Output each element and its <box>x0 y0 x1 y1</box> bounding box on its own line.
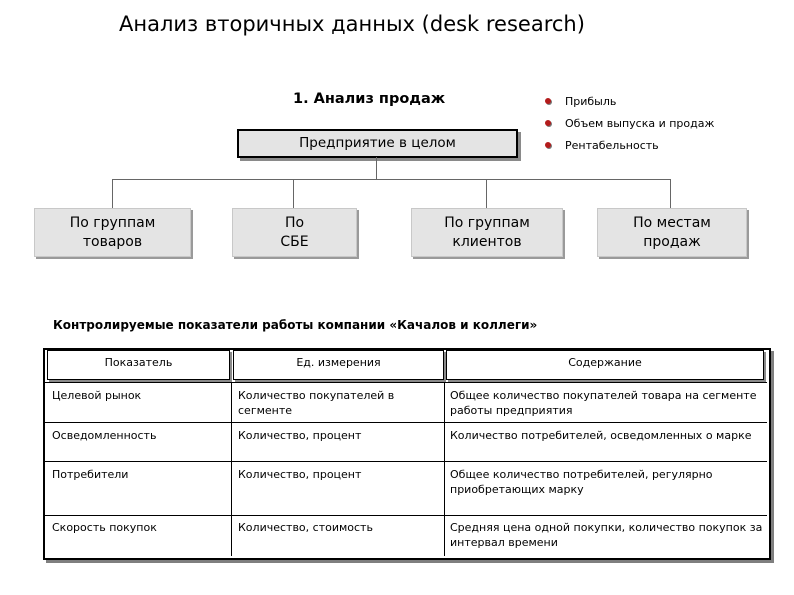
header-content: Содержание <box>446 350 764 380</box>
header-unit: Ед. измерения <box>233 350 444 380</box>
bullet-dot-icon <box>545 98 551 104</box>
section-title: 1. Анализ продаж <box>293 91 446 107</box>
child-node-line: клиентов <box>452 233 522 250</box>
table-row-1-content <box>450 388 757 418</box>
table-gridline <box>45 461 767 462</box>
child-node-line: товаров <box>82 233 143 250</box>
child-node-line: По местам <box>633 214 711 231</box>
table-gridline <box>444 382 445 556</box>
table-row-4-indicator: Скорость покупок <box>52 521 157 534</box>
child-node-line: По группам <box>444 214 530 231</box>
table-row-2-indicator: Осведомленность <box>52 429 157 442</box>
table-gridline <box>45 515 767 516</box>
connector-horizontal <box>112 179 671 180</box>
table-row-2-unit <box>238 428 361 443</box>
table-row-1-indicator: Целевой рынок <box>52 389 142 402</box>
table-caption: Контролируемые показатели работы компании «Качалов и коллеги» <box>53 318 538 332</box>
child-node-products <box>34 208 191 257</box>
cell-line: Общее количество покупателей товара на сегменте <box>450 389 757 402</box>
bullet-text: Рентабельность <box>565 139 659 152</box>
bullet-text: Прибыль <box>565 95 617 108</box>
bullet-dot-icon <box>545 142 551 148</box>
cell-line: сегменте <box>238 404 293 417</box>
child-node-line: По группам <box>69 214 156 231</box>
child-node-clients <box>411 208 563 257</box>
table-row-2-content <box>450 428 751 443</box>
cell-line: Количество потребителей, осведомленных о марке <box>450 429 752 442</box>
table-row-4-unit <box>238 520 373 535</box>
cell-line: Общее количество потребителей, регулярно <box>450 468 713 481</box>
table-gridline <box>45 382 767 383</box>
cell-line: Количество, процент <box>238 468 362 481</box>
table-row-3-unit <box>238 467 361 482</box>
cell-line: Количество, процент <box>238 429 362 442</box>
child-node-line: СБЕ <box>280 233 309 250</box>
table-gridline <box>231 382 232 556</box>
page-title: Анализ вторичных данных (desk research) <box>119 12 585 36</box>
cell-line: Количество покупателей в <box>238 389 395 402</box>
table-row-4-content <box>450 520 762 550</box>
child-node-line: продаж <box>643 233 701 250</box>
connector-drop-1 <box>112 179 113 208</box>
connector-trunk <box>376 157 377 179</box>
table-row-3-indicator: Потребители <box>52 468 129 481</box>
connector-drop-2 <box>293 179 294 208</box>
connector-drop-4 <box>670 179 671 208</box>
header-indicator: Показатель <box>47 350 230 380</box>
connector-drop-3 <box>486 179 487 208</box>
child-node-sbe <box>232 208 357 257</box>
table-gridline <box>45 422 767 423</box>
cell-line: приобретающих марку <box>450 483 584 496</box>
cell-line: Количество, стоимость <box>238 521 373 534</box>
cell-line: работы предприятия <box>450 404 573 417</box>
cell-line: Средняя цена одной покупки, количество покупок за <box>450 521 763 534</box>
table-row-3-content <box>450 467 713 497</box>
bullet-text: Объем выпуска и продаж <box>565 117 715 130</box>
cell-line: интервал времени <box>450 536 558 549</box>
child-node-line: По <box>284 214 305 231</box>
child-node-locations <box>597 208 747 257</box>
root-node-box: Предприятие в целом <box>237 129 518 158</box>
table-row-1-unit <box>238 388 394 418</box>
bullet-dot-icon <box>545 120 551 126</box>
